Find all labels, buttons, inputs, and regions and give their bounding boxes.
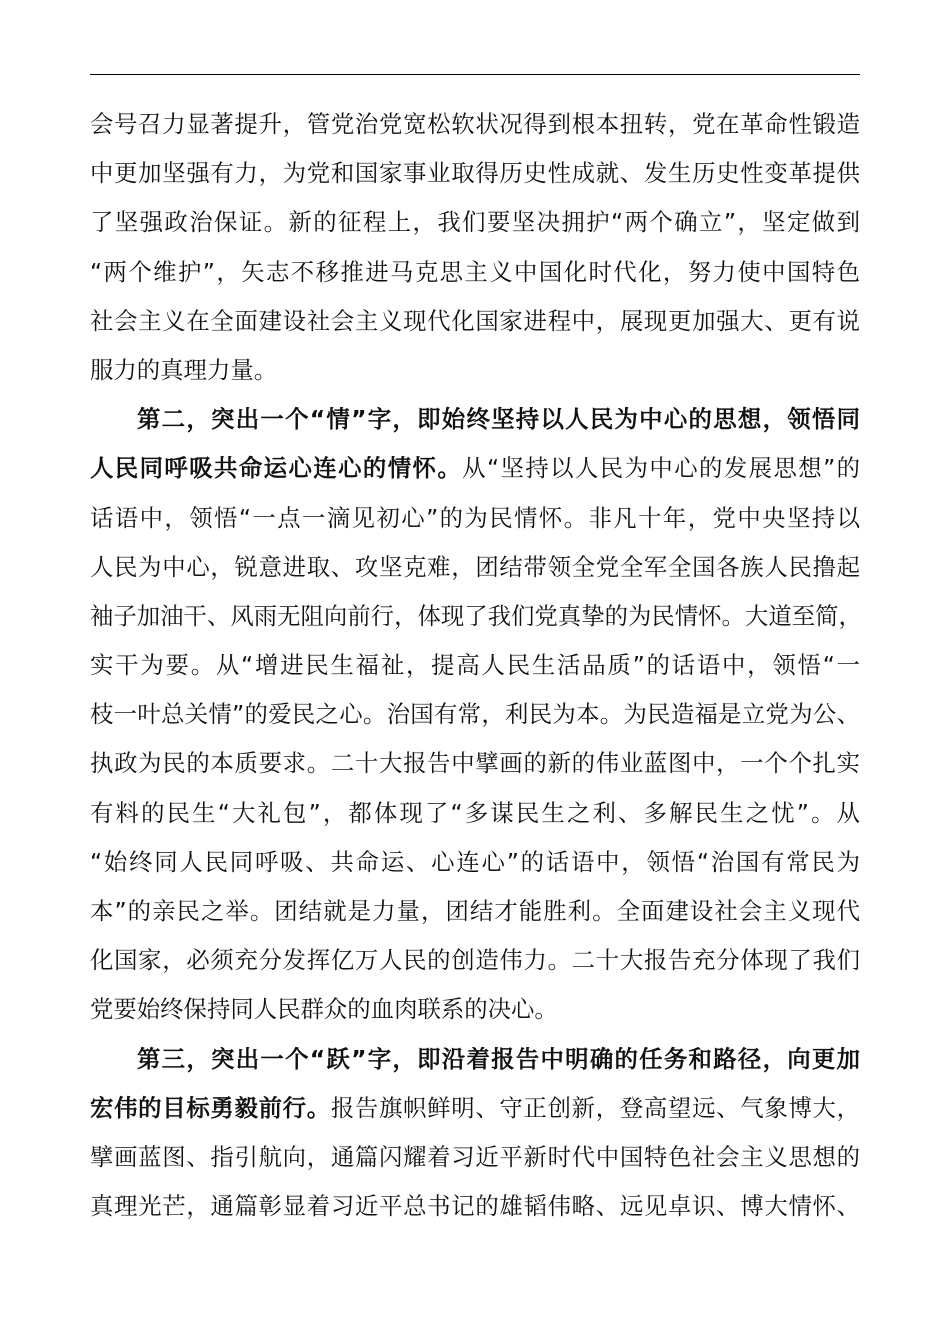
text-segment: 话语中，领悟“一点一滴见初心”的为民情怀。非凡十年，党中央坚持以 [90, 503, 860, 532]
text-segment: 本”的亲民之举。团结就是力量，团结才能胜利。全面建设社会主义现代 [90, 897, 860, 925]
bold-text-segment: 人民同呼吸共命运心连心的情怀。 [90, 454, 463, 483]
text-segment: 袖子加油干、风雨无阻向前行，体现了我们党真挚的为民情怀。大道至简， [90, 601, 862, 630]
text-line [90, 297, 860, 346]
text-segment: “两个维护”，矢志不移推进马克思主义中国化时代化，努力使中国特色 [90, 257, 860, 286]
text-segment: 有料的民生“大礼包”，都体现了“多谋民生之利、多解民生之忧”。从 [90, 798, 860, 827]
text-line [90, 739, 860, 788]
text-segment: 服力的真理力量。 [90, 355, 278, 384]
text-segment: 枝一叶总关情”的爱民之心。治国有常，利民为本。为民造福是立党为公、 [90, 700, 860, 729]
text-segment: 实干为要。从“增进民生福祉，提高人民生活品质”的话语中，领悟“一 [90, 651, 860, 680]
text-line [90, 543, 860, 592]
text-line [90, 592, 860, 641]
text-segment: 会号召力显著提升，管党治党宽松软状况得到根本扭转，党在革命性锻造 [90, 110, 860, 138]
text-line [90, 887, 860, 936]
text-segment: 社会主义在全面建设社会主义现代化国家进程中，展现更加强大、更有说 [90, 306, 860, 335]
text-segment: 报告旗帜鲜明、守正创新，登高望远、气象博大， [330, 1093, 861, 1122]
text-line [90, 494, 860, 543]
text-line [90, 1035, 860, 1084]
header-rule [90, 74, 860, 75]
document-body [90, 100, 860, 1231]
text-line [90, 248, 860, 297]
text-segment: 了坚强政治保证。新的征程上，我们要坚决拥护“两个确立”，坚定做到 [90, 208, 860, 237]
text-segment: 党要始终保持同人民群众的血肉联系的决心。 [90, 995, 558, 1024]
text-line [90, 985, 860, 1034]
text-line [90, 444, 860, 493]
text-segment: 人民为中心，锐意进取、攻坚克难，团结带领全党全军全国各族人民撸起 [90, 552, 860, 581]
text-line [90, 789, 860, 838]
text-line [90, 936, 860, 985]
text-line [90, 346, 860, 395]
text-line [90, 149, 860, 198]
bold-text-segment: 第二，突出一个“情”字，即始终坚持以人民为中心的思想，领悟同 [137, 405, 860, 434]
text-line [90, 1084, 860, 1133]
text-line [90, 838, 860, 887]
text-line [90, 198, 860, 247]
text-line [90, 1133, 860, 1182]
text-line [90, 100, 860, 149]
text-segment: 中更加坚强有力，为党和国家事业取得历史性成就、发生历史性变革提供 [90, 159, 860, 188]
bold-text-segment: 宏伟的目标勇毅前行。 [90, 1093, 331, 1122]
text-line [90, 690, 860, 739]
text-line [90, 1182, 860, 1231]
text-segment: 化国家，必须充分发挥亿万人民的创造伟力。二十大报告充分体现了我们 [90, 946, 860, 975]
text-segment: 擘画蓝图、指引航向，通篇闪耀着习近平新时代中国特色社会主义思想的 [90, 1142, 860, 1171]
bold-text-segment: 第三，突出一个“跃”字，即沿着报告中明确的任务和路径，向更加 [137, 1044, 860, 1073]
text-segment: 执政为民的本质要求。二十大报告中擘画的新的伟业蓝图中，一个个扎实 [90, 749, 860, 778]
text-line [90, 641, 860, 690]
text-segment: 从“坚持以人民为中心的发展思想”的 [462, 454, 860, 483]
text-segment: 真理光芒，通篇彰显着习近平总书记的雄韬伟略、远见卓识、博大情怀、 [90, 1192, 860, 1221]
text-line [90, 395, 860, 444]
text-segment: “始终同人民同呼吸、共命运、心连心”的话语中，领悟“治国有常民为 [90, 847, 860, 876]
